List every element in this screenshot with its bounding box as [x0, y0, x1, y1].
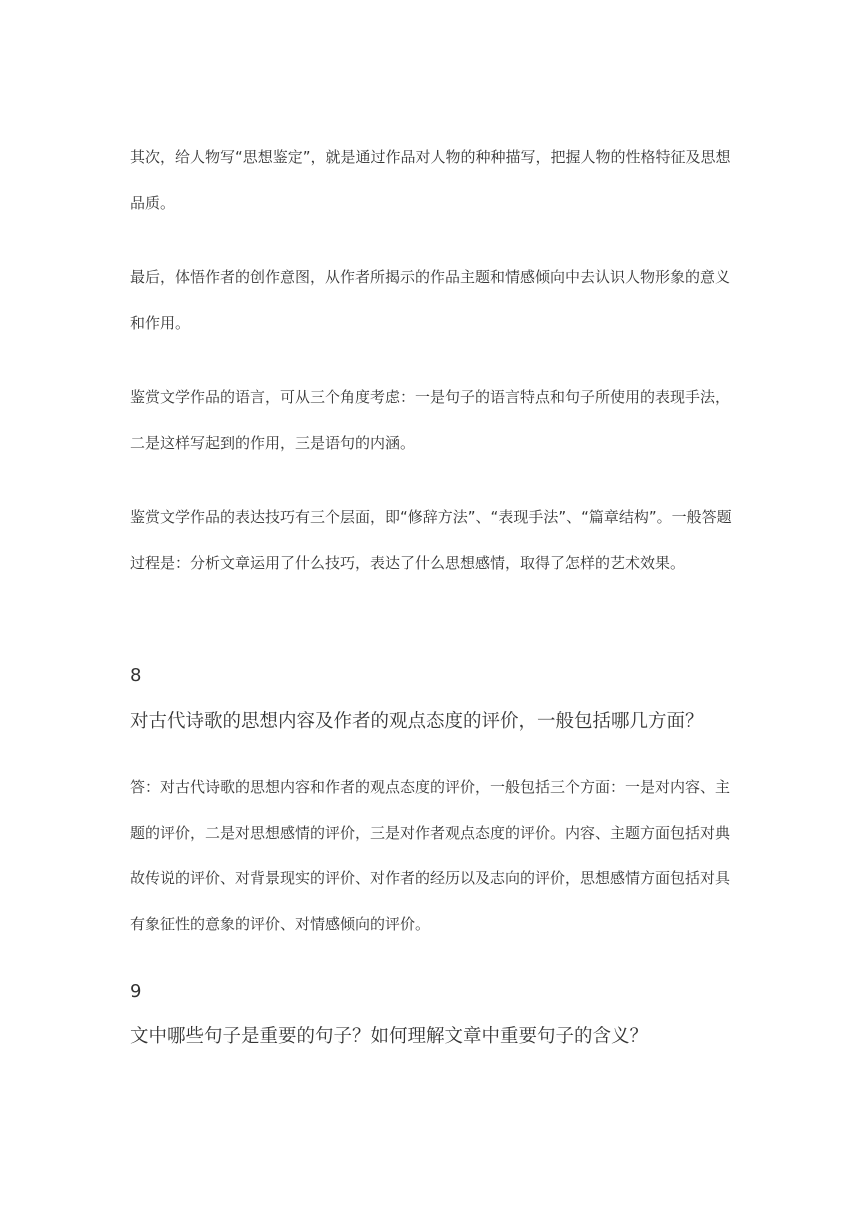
paragraph-expression-techniques: 鉴赏文学作品的表达技巧有三个层面，即“修辞方法”、“表现手法”、“篇章结构”。一般答题过程是：分析文章运用了什么技巧，表达了什么思想感情，取得了怎样的艺术效果。	[130, 508, 732, 572]
answer-8: 答：对古代诗歌的思想内容和作者的观点态度的评价，一般包括三个方面：一是对内容、主题的评价，二是对思想感情的评价，三是对作者观点态度的评价。内容、主题方面包括对典故传说的评价、对背景现实的评价、对作者的经历以及志向的评价，思想感情方面包括对具有象征性的意象的评价、对情感倾向的评价。	[130, 778, 731, 933]
paragraph-language-appreciation: 鉴赏文学作品的语言，可从三个角度考虑：一是句子的语言特点和句子所使用的表现手法，二是这样写起到的作用，三是语句的内涵。	[130, 388, 731, 452]
document-page	[130, 0, 740, 1216]
question-number-8: 8	[130, 665, 142, 686]
paragraph-author-intent: 最后，体悟作者的创作意图，从作者所揭示的作品主题和情感倾向中去认识人物形象的意义和作用。	[130, 268, 731, 332]
paragraph-character-evaluation: 其次，给人物写“思想鉴定”，就是通过作品对人物的种种描写，把握人物的性格特征及思想品质。	[130, 148, 731, 212]
question-title-8: 对古代诗歌的思想内容及作者的观点态度的评价，一般包括哪几方面？	[130, 711, 704, 732]
question-number-9: 9	[130, 981, 142, 1002]
question-title-9: 文中哪些句子是重要的句子？如何理解文章中重要句子的含义？	[130, 1026, 649, 1047]
